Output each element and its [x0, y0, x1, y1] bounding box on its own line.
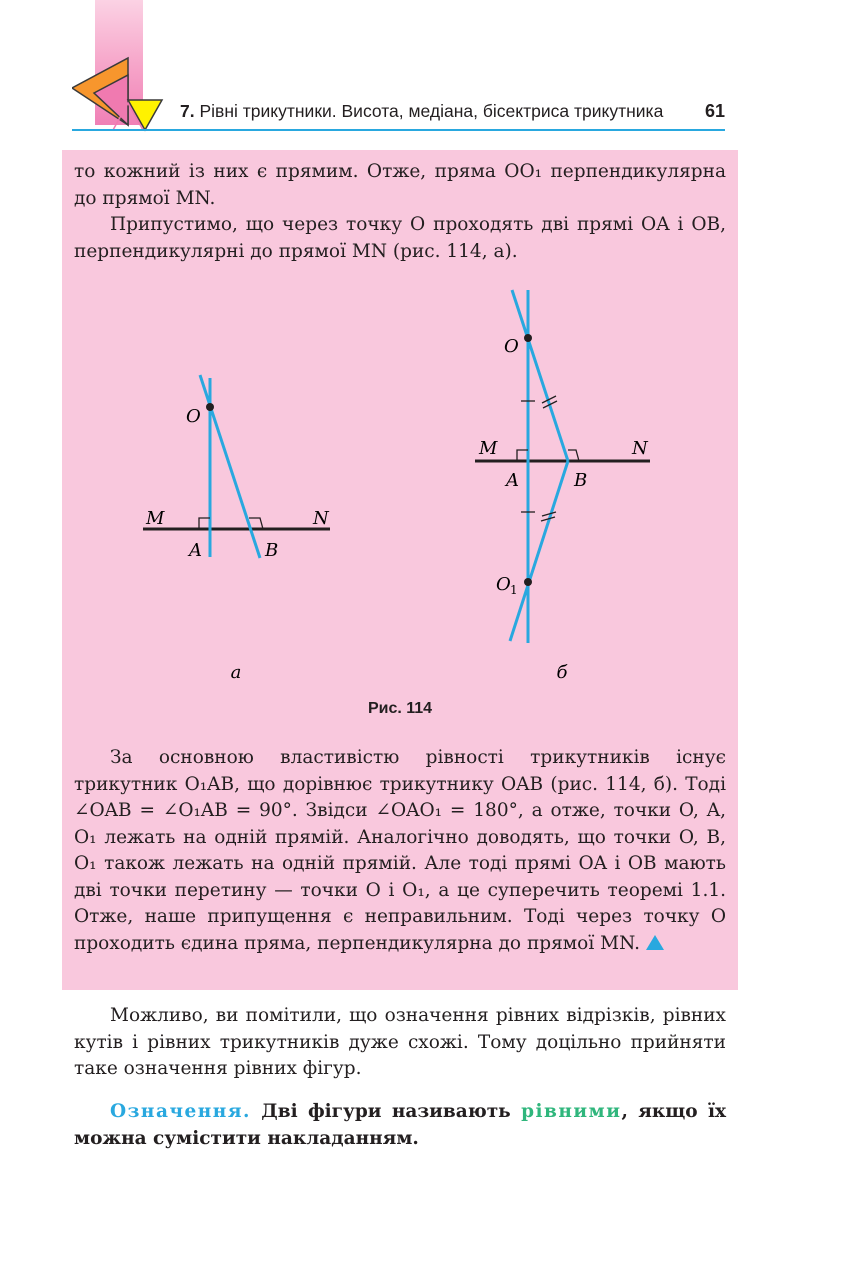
label-n: N [313, 508, 329, 529]
running-header [180, 101, 725, 129]
label-b: B [574, 470, 588, 491]
label-o1: O [496, 574, 511, 595]
right-angle-mark [568, 450, 579, 461]
label-o: O [186, 406, 201, 427]
box-paragraph-1: то кожний із них є прямим. Отже, пряма OO₁ перпендикулярна до прямої MN. [74, 161, 726, 209]
label-b: B [265, 540, 279, 561]
definition-text-after: , якщо їх можна сумістити накладанням. [74, 1101, 726, 1149]
figure-caption: Рис. 114 [367, 700, 433, 717]
definition-term: рівними [521, 1101, 622, 1122]
label-o: O [504, 336, 519, 357]
label-n: N [632, 438, 648, 459]
figure-114-a [143, 375, 330, 561]
box-paragraph-3 [74, 745, 726, 957]
label-a: A [189, 540, 202, 561]
label-a: A [506, 470, 519, 491]
figure-114-b [475, 290, 650, 643]
label-m: M [146, 508, 165, 529]
line-ob-b [512, 290, 568, 461]
end-of-proof-icon [646, 935, 664, 950]
section-number: 7. [180, 101, 195, 121]
section-title: Рівні трикутники. Висота, медіана, бісектриса трикутника [199, 101, 664, 121]
chapter-logo-icon [72, 55, 172, 135]
box-paragraph-3-text: За основною властивістю рівності трикутників існує трикутник O₁AB, що дорівнює трикутнику OAB (рис. 114, б). Тоді ∠OAB = ∠O₁AB = 90°. Звідси ∠OAO₁ = 180°, а отже, точки O, A, O₁ лежать на одній прямій. Аналогічно доводять, що точки O, B, O₁ також лежать на одній прямій. Але тоді прямі OA і OB мають дві точки перетину — точки O і O₁, а це суперечить теоремі 1.1. Отже, наше припущення є неправильним. Тоді через точку O проходить єдина пряма, перпендикулярна до прямої MN. [74, 747, 726, 954]
definition-text-before: Дві фігури називають [261, 1101, 511, 1122]
subfigure-label-a: а [230, 662, 242, 680]
point-o1 [524, 578, 532, 586]
header-rule [72, 129, 725, 131]
definition-keyword: Означення. [110, 1101, 251, 1122]
point-o [524, 334, 532, 342]
label-o1-subscript: 1 [510, 583, 518, 597]
right-angle-mark [517, 450, 528, 461]
body-paragraph: Можливо, ви помітили, що означення рівних відрізків, рівних кутів і рівних трикутників дуже схожі. Тому доцільно прийняти таке означення рівних фігур. [74, 1005, 726, 1079]
subfigure-label-b: б [556, 662, 568, 680]
box-paragraph-2: Припустимо, що через точку O проходять дві прямі OA і OB, перпендикулярні до прямої MN (рис. 114, а). [74, 214, 726, 262]
label-m: M [479, 438, 498, 459]
page-number: 61 [704, 101, 725, 121]
definition-block [74, 1098, 726, 1152]
point-o [206, 403, 214, 411]
right-angle-mark [199, 518, 210, 529]
figure-114 [62, 280, 738, 680]
